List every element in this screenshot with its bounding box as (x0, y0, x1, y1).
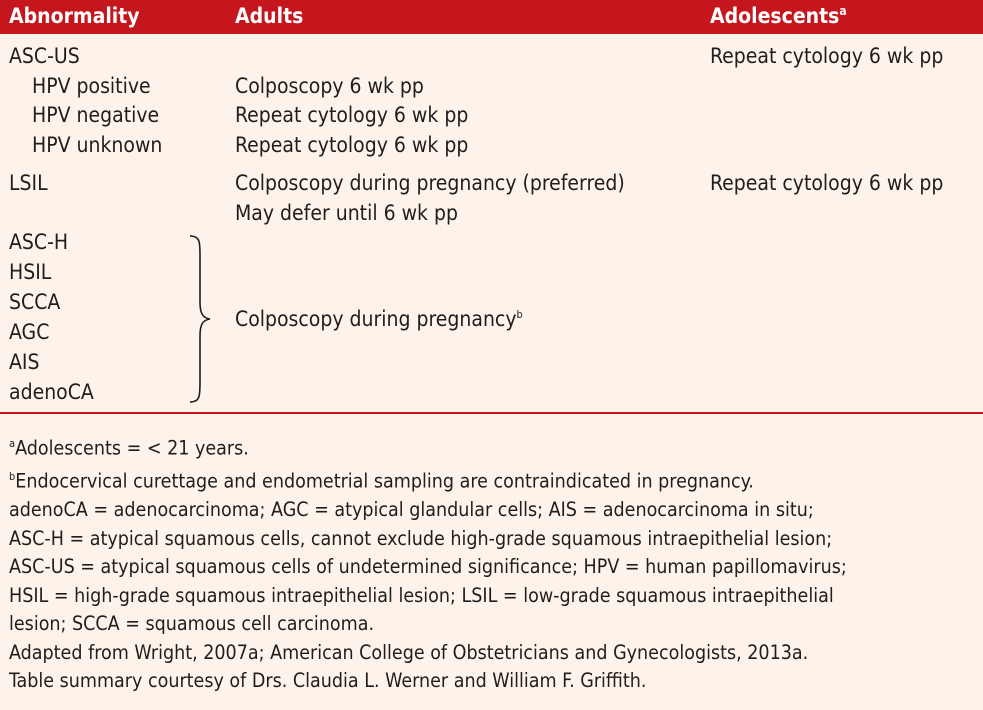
row-ais-label: AIS (9, 350, 40, 374)
abbreviation-line-4: HSIL = high-grade squamous intraepithelial lesion; LSIL = low-grade squamous intraepithelial (9, 583, 834, 607)
row-ascus-adolescent: Repeat cytology 6 wk pp (710, 44, 944, 68)
row-lsil-adult-2: May defer until 6 wk pp (235, 201, 458, 225)
row-group-adult: Colposcopy during pregnancy$^b$ (235, 307, 523, 331)
row-hpv-negative-adult: Repeat cytology 6 wk pp (235, 103, 469, 127)
row-agc-label: AGC (9, 320, 50, 344)
footnote-b: $^b$Endocervical curettage and endometrial sampling are contraindicated in pregnancy. (9, 469, 754, 493)
table-bottom-rule (0, 412, 983, 414)
row-lsil-adult-1: Colposcopy during pregnancy (preferred) (235, 171, 625, 195)
row-scca-label: SCCA (9, 290, 61, 314)
credit-note: Table summary courtesy of Drs. Claudia L. Werner and William F. Griffith. (9, 669, 647, 692)
table-footnotes (9, 430, 977, 696)
row-lsil-adolescent: Repeat cytology 6 wk pp (710, 171, 944, 195)
header-abnormality: Abnormality (9, 4, 140, 28)
row-hpv-negative-label: HPV negative (32, 103, 160, 127)
header-adolescents: Adolescents$^a$ (710, 4, 847, 28)
source-note: Adapted from Wright, 2007a; American College of Obstetricians and Gynecologists, 2013a. (9, 640, 809, 664)
table-header (0, 0, 983, 34)
row-adenoca-label: adenoCA (9, 380, 94, 404)
abbreviation-line-5: lesion; SCCA = squamous cell carcinoma. (9, 612, 375, 635)
footnote-a: $^a$Adolescents = < 21 years. (9, 436, 249, 460)
abbreviation-line-3: ASC-US = atypical squamous cells of undetermined significance; HPV = human papillomavirus; (9, 555, 847, 578)
row-hsil-label: HSIL (9, 260, 52, 284)
row-hpv-unknown-label: HPV unknown (32, 133, 163, 157)
row-hpv-positive-label: HPV positive (32, 74, 151, 98)
row-asch-label: ASC-H (9, 230, 69, 254)
abbreviation-line-1: adenoCA = adenocarcinoma; AGC = atypical glandular cells; AIS = adenocarcinoma in situ; (9, 498, 814, 521)
row-lsil-label: LSIL (9, 171, 48, 195)
footnote-marker-a: a (839, 4, 847, 18)
row-hpv-unknown-adult: Repeat cytology 6 wk pp (235, 133, 469, 157)
row-ascus-label: ASC-US (9, 44, 80, 68)
footnote-marker-b: b (516, 308, 523, 321)
row-hpv-positive-adult: Colposcopy 6 wk pp (235, 74, 424, 98)
header-adults: Adults (235, 4, 304, 28)
abbreviation-line-2: ASC-H = atypical squamous cells, cannot exclude high-grade squamous intraepithelial lesion; (9, 526, 833, 550)
group-brace-icon (186, 234, 216, 404)
